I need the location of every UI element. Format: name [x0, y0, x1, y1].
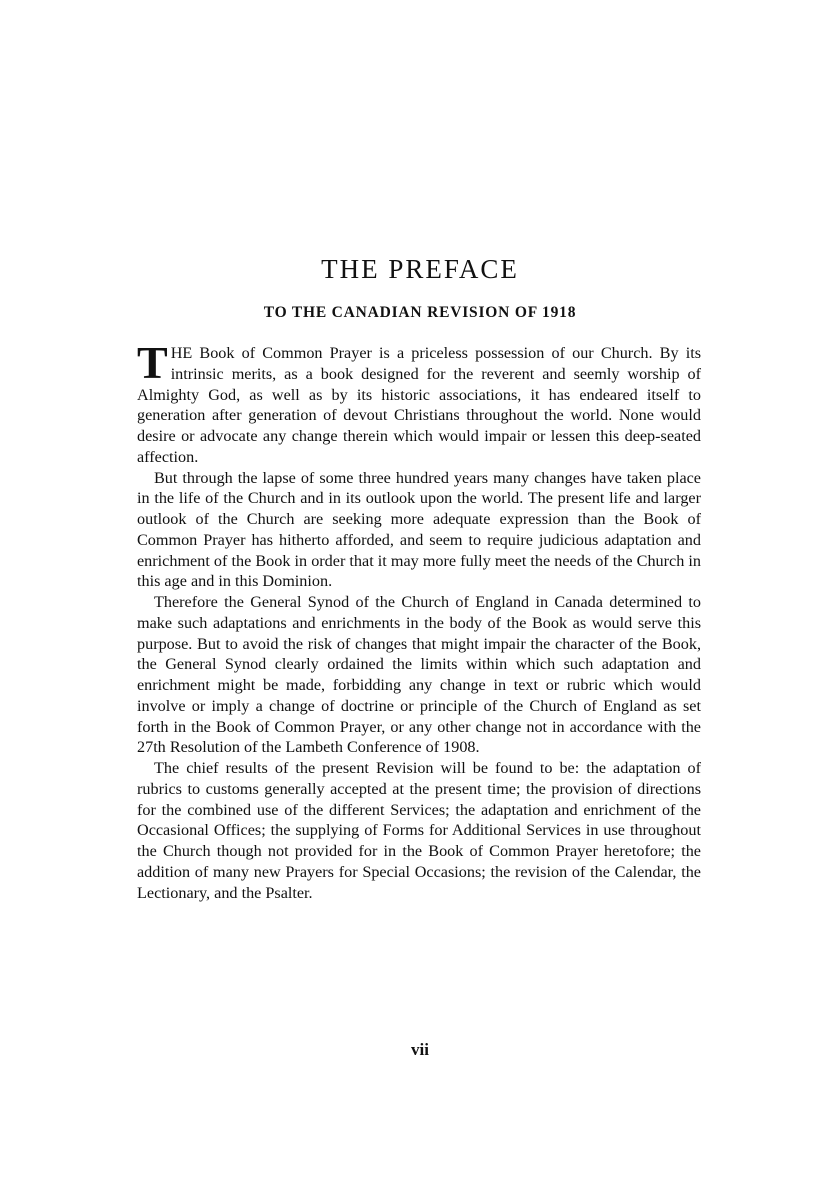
page-subtitle: TO THE CANADIAN REVISION OF 1918 — [263, 304, 577, 321]
paragraph-3: Therefore the General Synod of the Church of England in Canada determined to make such adaptations and enrichments in the body of the Book as would serve this purpose. But to avoid the risk of changes that might impair the character of the Book, the General Synod clearly ordained the limits within which such adaptation and enrichment might be made, forbidding any change in text or rubric which would involve or imply a change of doctrine or principle of the Church of England as set forth in the Book of Common Prayer, or any other change not in accordance with the 27th Resolution of the Lambeth Conference of 1908. — [137, 593, 701, 757]
page-number: vii — [411, 1040, 429, 1059]
drop-cap-lead: HE — [170, 344, 193, 362]
paragraph-4: The chief results of the present Revision will be found to be: the adaptation of rubrics to customs generally accepted at the present time; the provision of directions for the combined use of the different Services; the adaptation and enrichment of the Occasional Offices; the supplying of Forms for Additional Services in use throughout the Church though not provided for in the Book of Common Prayer heretofore; the addition of many new Prayers for Special Occasions; the revision of the Calendar, the Lectionary, and the Psalter. — [137, 759, 701, 902]
drop-cap: T — [137, 337, 168, 388]
paragraph-1-text: Book of Common Prayer is a priceless possession of our Church. By its intrinsic merits, as a book designed for the reverent and seemly worship of Almighty God, as well as by its historic associations, it has endeared itself to generation after generation of devout Christians throughout the world. None would desire or advocate any change therein which would impair or lessen this deep-seated affection. — [137, 344, 701, 466]
paragraph-2: But through the lapse of some three hundred years many changes have taken place in the life of the Church and in its outlook upon the world. The present life and larger outlook of the Church are seeking more adequate expression than the Book of Common Prayer has hitherto afforded, and seem to require judicious adaptation and enrichment of the Book in order that it may more fully meet the needs of the Church in this age and in this Dominion. — [137, 468, 701, 591]
preface-body — [137, 337, 701, 903]
paragraph-1 — [137, 337, 701, 468]
page-title: THE PREFACE — [321, 254, 519, 284]
